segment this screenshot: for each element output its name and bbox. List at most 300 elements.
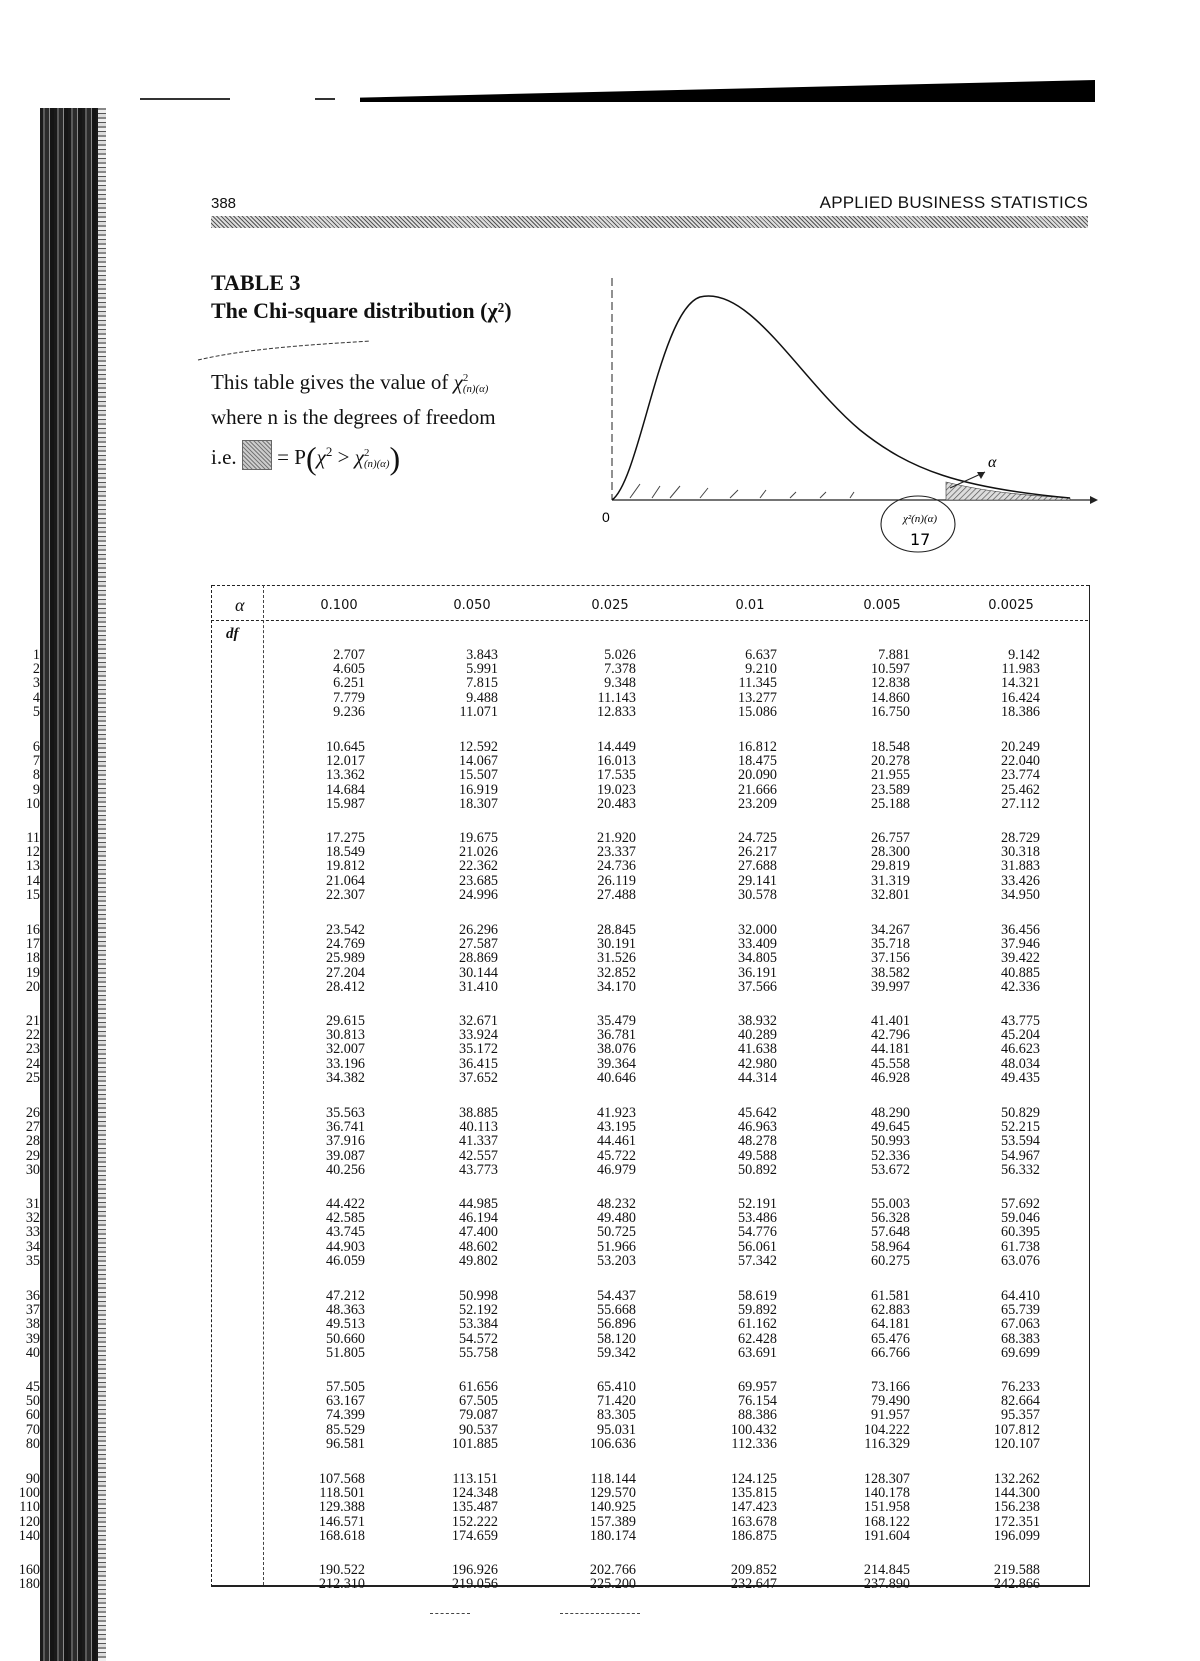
table-cell: 58.619 — [737, 1288, 777, 1304]
table-cell: 146.571 — [318, 1513, 365, 1530]
table-cell: 14.860 — [870, 689, 910, 706]
df-group — [0, 648, 40, 719]
value-group — [526, 648, 636, 719]
value-group — [526, 740, 636, 811]
scan-dash — [430, 1613, 470, 1615]
table-cell: 44.422 — [325, 1196, 365, 1212]
df-cell: 28 — [25, 1133, 40, 1150]
table-cell: 237.890 — [863, 1576, 910, 1593]
table-cell: 35.718 — [870, 936, 910, 953]
col-header: 0.050 — [453, 598, 491, 613]
df-cell: 180 — [18, 1576, 40, 1593]
value-group — [388, 1106, 498, 1177]
table-cell: 7.779 — [333, 689, 365, 706]
table-cell: 225.200 — [589, 1576, 636, 1593]
table-cell: 34.382 — [325, 1069, 365, 1086]
table-cell: 21.026 — [458, 844, 498, 861]
df-cell: 90 — [25, 1471, 40, 1487]
table-cell: 65.410 — [596, 1379, 636, 1395]
table-cell: 19.812 — [325, 858, 365, 875]
table-cell: 38.076 — [596, 1041, 636, 1058]
table-cell: 67.505 — [458, 1393, 498, 1410]
table-cell: 214.845 — [863, 1562, 910, 1578]
table-cell: 35.172 — [458, 1041, 498, 1058]
table-cell: 209.852 — [730, 1562, 777, 1578]
table-cell: 9.142 — [1008, 647, 1040, 663]
table-cell: 156.238 — [993, 1499, 1040, 1516]
table-cell: 53.203 — [596, 1252, 636, 1269]
table-cell: 128.307 — [863, 1471, 910, 1487]
df-cell: 17 — [25, 936, 40, 953]
table-cell: 23.774 — [1000, 767, 1040, 784]
value-group — [388, 740, 498, 811]
table-cell: 46.963 — [737, 1119, 777, 1136]
table-cell: 124.348 — [451, 1485, 498, 1502]
table-cell: 39.364 — [596, 1055, 636, 1072]
table-cell: 25.188 — [870, 795, 910, 812]
table-cell: 30.191 — [596, 936, 636, 953]
table-cell: 49.480 — [596, 1210, 636, 1227]
value-group — [667, 1106, 777, 1177]
table-cell: 202.766 — [589, 1562, 636, 1578]
table-cell: 48.290 — [870, 1105, 910, 1121]
table-cell: 16.424 — [1000, 689, 1040, 706]
table-cell: 43.775 — [1000, 1013, 1040, 1029]
df-cell: 30 — [25, 1161, 40, 1178]
df-group — [0, 1014, 40, 1085]
table-cell: 9.348 — [604, 675, 636, 692]
table-cell: 37.946 — [1000, 936, 1040, 953]
table-cell: 53.672 — [870, 1161, 910, 1178]
value-group — [800, 1289, 910, 1360]
value-group — [667, 831, 777, 902]
value-group — [930, 740, 1040, 811]
table-cell: 20.483 — [596, 795, 636, 812]
handwritten-note: 17 — [910, 530, 931, 549]
table-cell: 25.989 — [325, 950, 365, 967]
table-cell: 26.217 — [737, 844, 777, 861]
table-cell: 30.813 — [325, 1027, 365, 1044]
table-cell: 12.592 — [458, 739, 498, 755]
table-cell: 50.993 — [870, 1133, 910, 1150]
table-cell: 104.222 — [863, 1421, 910, 1438]
table-cell: 53.486 — [737, 1210, 777, 1227]
table-cell: 54.572 — [458, 1330, 498, 1347]
table-cell: 5.026 — [604, 647, 636, 663]
table-cell: 41.923 — [596, 1105, 636, 1121]
table-cell: 52.191 — [737, 1196, 777, 1212]
table-cell: 43.745 — [325, 1224, 365, 1241]
table-cell: 40.885 — [1000, 964, 1040, 981]
col-header: 0.005 — [863, 598, 901, 613]
table-cell: 57.692 — [1000, 1196, 1040, 1212]
table-cell: 196.099 — [993, 1527, 1040, 1544]
x-axis-arrowhead — [1090, 496, 1098, 504]
table-cell: 112.336 — [731, 1435, 777, 1452]
table-cell: 25.462 — [1000, 781, 1040, 798]
value-group — [800, 740, 910, 811]
table-cell: 100.432 — [730, 1421, 777, 1438]
value-group — [255, 1472, 365, 1543]
df-cell: 14 — [25, 872, 40, 889]
table-cell: 51.805 — [325, 1344, 365, 1361]
value-group — [255, 740, 365, 811]
table-cell: 28.300 — [870, 844, 910, 861]
scan-dash — [315, 98, 335, 100]
table-cell: 163.678 — [730, 1513, 777, 1530]
table-cell: 118.501 — [319, 1485, 365, 1502]
table-cell: 57.648 — [870, 1224, 910, 1241]
df-cell: 33 — [25, 1224, 40, 1241]
table-cell: 28.729 — [1000, 830, 1040, 846]
table-cell: 31.410 — [458, 978, 498, 995]
table-cell: 46.979 — [596, 1161, 636, 1178]
table-cell: 24.736 — [596, 858, 636, 875]
table-cell: 36.191 — [737, 964, 777, 981]
table-cell: 22.362 — [458, 858, 498, 875]
table-cell: 14.449 — [596, 739, 636, 755]
table-cell: 82.664 — [1000, 1393, 1040, 1410]
value-group — [526, 923, 636, 994]
table-cell: 9.210 — [745, 661, 777, 678]
table-cell: 59.046 — [1000, 1210, 1040, 1227]
table-cell: 172.351 — [993, 1513, 1040, 1530]
df-cell: 20 — [25, 978, 40, 995]
df-cell: 120 — [18, 1513, 40, 1530]
table-cell: 21.955 — [870, 767, 910, 784]
df-cell: 23 — [25, 1041, 40, 1058]
table-cell: 40.289 — [737, 1027, 777, 1044]
table-cell: 140.925 — [589, 1499, 636, 1516]
df-group — [0, 1197, 40, 1268]
table-cell: 28.869 — [458, 950, 498, 967]
table-cell: 59.342 — [596, 1344, 636, 1361]
table-cell: 60.275 — [870, 1252, 910, 1269]
table-cell: 30.578 — [737, 886, 777, 903]
table-cell: 36.415 — [458, 1055, 498, 1072]
table-cell: 12.017 — [325, 753, 365, 770]
table-cell: 49.802 — [458, 1252, 498, 1269]
df-cell: 36 — [25, 1288, 40, 1304]
value-group — [800, 1472, 910, 1543]
table-cell: 15.987 — [325, 795, 365, 812]
df-cell: 18 — [25, 950, 40, 967]
table-cell: 190.522 — [318, 1562, 365, 1578]
table-cell: 50.892 — [737, 1161, 777, 1178]
value-group — [930, 923, 1040, 994]
table-cell: 52.336 — [870, 1147, 910, 1164]
table-cell: 68.383 — [1000, 1330, 1040, 1347]
table-cell: 118.144 — [590, 1471, 636, 1487]
table-cell: 21.064 — [325, 872, 365, 889]
table-cell: 9.236 — [333, 703, 365, 720]
table-cell: 191.604 — [863, 1527, 910, 1544]
table-cell: 23.542 — [325, 922, 365, 938]
table-cell: 116.329 — [864, 1435, 910, 1452]
df-cell: 15 — [25, 886, 40, 903]
table-cell: 129.388 — [318, 1499, 365, 1516]
df-cell: 37 — [25, 1302, 40, 1319]
table-cell: 18.307 — [458, 795, 498, 812]
table-cell: 6.251 — [333, 675, 365, 692]
table-cell: 50.998 — [458, 1288, 498, 1304]
df-cell: 13 — [25, 858, 40, 875]
df-cell: 38 — [25, 1316, 40, 1333]
value-group — [800, 831, 910, 902]
df-cell: 50 — [25, 1393, 40, 1410]
table-cell: 151.958 — [863, 1499, 910, 1516]
col-header: 0.025 — [591, 598, 629, 613]
table-cell: 157.389 — [589, 1513, 636, 1530]
table-cell: 48.363 — [325, 1302, 365, 1319]
value-group — [255, 923, 365, 994]
table-cell: 219.056 — [451, 1576, 498, 1593]
table-cell: 63.167 — [325, 1393, 365, 1410]
df-group — [0, 831, 40, 902]
table-cell: 62.883 — [870, 1302, 910, 1319]
alpha-label: α — [988, 454, 997, 471]
book-binding-shadow — [40, 108, 104, 1661]
value-group — [667, 740, 777, 811]
table-cell: 71.420 — [596, 1393, 636, 1410]
table-cell: 135.487 — [451, 1499, 498, 1516]
table-cell: 64.410 — [1000, 1288, 1040, 1304]
value-group — [667, 1014, 777, 1085]
table-cell: 124.125 — [730, 1471, 777, 1487]
table-cell: 18.548 — [870, 739, 910, 755]
value-group — [255, 648, 365, 719]
value-group — [526, 1472, 636, 1543]
table-cell: 41.638 — [737, 1041, 777, 1058]
table-cell: 152.222 — [451, 1513, 498, 1530]
value-group — [388, 1380, 498, 1451]
scan-top-bar — [360, 80, 1095, 102]
df-group — [0, 1106, 40, 1177]
df-cell: 27 — [25, 1119, 40, 1136]
table-cell: 16.812 — [737, 739, 777, 755]
table-cell: 49.588 — [737, 1147, 777, 1164]
table-cell: 7.881 — [878, 647, 910, 663]
table-cell: 34.170 — [596, 978, 636, 995]
value-group — [930, 831, 1040, 902]
table-cell: 120.107 — [993, 1435, 1040, 1452]
table-cell: 101.885 — [451, 1435, 498, 1452]
value-group — [388, 831, 498, 902]
chi-symbol: χ — [453, 370, 463, 394]
df-cell: 32 — [25, 1210, 40, 1227]
table-cell: 42.980 — [737, 1055, 777, 1072]
value-group — [800, 1197, 910, 1268]
value-group — [526, 1106, 636, 1177]
table-cell: 42.585 — [325, 1210, 365, 1227]
table-cell: 14.067 — [458, 753, 498, 770]
table-cell: 36.741 — [325, 1119, 365, 1136]
df-group — [0, 1563, 40, 1591]
table-cell: 42.557 — [458, 1147, 498, 1164]
df-cell: 11 — [26, 830, 40, 846]
header-divider — [211, 620, 1088, 621]
scan-dash — [560, 1613, 640, 1615]
table-cell: 61.581 — [870, 1288, 910, 1304]
scan-dash — [140, 98, 230, 100]
value-group — [667, 1197, 777, 1268]
chi-square-density-figure — [600, 270, 1100, 570]
df-cell: 39 — [25, 1330, 40, 1347]
table-cell: 49.513 — [325, 1316, 365, 1333]
value-group — [667, 648, 777, 719]
table-cell: 33.426 — [1000, 872, 1040, 889]
table-cell: 85.529 — [325, 1421, 365, 1438]
table-cell: 48.278 — [737, 1133, 777, 1150]
table-cell: 46.928 — [870, 1069, 910, 1086]
table-cell: 26.757 — [870, 830, 910, 846]
table-cell: 32.671 — [458, 1013, 498, 1029]
table-cell: 22.040 — [1000, 753, 1040, 770]
table-cell: 15.086 — [737, 703, 777, 720]
table-cell: 28.845 — [596, 922, 636, 938]
table-cell: 40.256 — [325, 1161, 365, 1178]
page-edge-shadow — [98, 108, 106, 1661]
table-cell: 11.345 — [738, 675, 777, 692]
value-group — [667, 1563, 777, 1591]
table-cell: 135.815 — [730, 1485, 777, 1502]
df-cell: 12 — [25, 844, 40, 861]
table-cell: 168.122 — [863, 1513, 910, 1530]
df-cell: 5 — [32, 703, 40, 720]
value-group — [930, 1014, 1040, 1085]
table-cell: 69.699 — [1000, 1344, 1040, 1361]
table-cell: 132.262 — [993, 1471, 1040, 1487]
table-cell: 20.278 — [870, 753, 910, 770]
table-cell: 95.031 — [596, 1421, 636, 1438]
value-group — [526, 1014, 636, 1085]
table-cell: 41.401 — [870, 1013, 910, 1029]
density-curve — [612, 296, 1070, 500]
critical-value-label: χ²(n)(α) — [903, 513, 938, 525]
table-cell: 48.602 — [458, 1238, 498, 1255]
table-cell: 29.819 — [870, 858, 910, 875]
value-group — [930, 648, 1040, 719]
table-cell: 28.412 — [325, 978, 365, 995]
table-cell: 17.535 — [596, 767, 636, 784]
origin-label: 0 — [602, 509, 610, 525]
table-cell: 113.151 — [452, 1471, 498, 1487]
df-group — [0, 1472, 40, 1543]
page-number: 388 — [211, 195, 237, 212]
table-cell: 39.087 — [325, 1147, 365, 1164]
table-cell: 39.422 — [1000, 950, 1040, 967]
table-cell: 5.991 — [466, 661, 498, 678]
table-cell: 19.675 — [458, 830, 498, 846]
table-cell: 46.059 — [325, 1252, 365, 1269]
table-cell: 27.688 — [737, 858, 777, 875]
table-cell: 26.119 — [597, 872, 636, 889]
table-cell: 62.428 — [737, 1330, 777, 1347]
table-cell: 63.076 — [1000, 1252, 1040, 1269]
table-cell: 144.300 — [993, 1485, 1040, 1502]
table-cell: 30.144 — [458, 964, 498, 981]
value-group — [667, 1472, 777, 1543]
table-cell: 61.656 — [458, 1379, 498, 1395]
df-group — [0, 740, 40, 811]
description-line-1: This table gives the value of χ 2 (n)(α) — [211, 370, 489, 396]
table-cell: 45.558 — [870, 1055, 910, 1072]
value-group — [930, 1197, 1040, 1268]
df-cell: 100 — [18, 1485, 40, 1502]
table-cell: 196.926 — [451, 1562, 498, 1578]
table-cell: 27.112 — [1001, 795, 1040, 812]
df-cell: 34 — [25, 1238, 40, 1255]
table-cell: 14.321 — [1000, 675, 1040, 692]
value-group — [930, 1563, 1040, 1591]
running-head: APPLIED BUSINESS STATISTICS — [819, 193, 1088, 212]
table-cell: 74.399 — [325, 1407, 365, 1424]
table-cell: 27.587 — [458, 936, 498, 953]
table-cell: 55.003 — [870, 1196, 910, 1212]
table-cell: 52.192 — [458, 1302, 498, 1319]
df-cell: 21 — [25, 1013, 40, 1029]
df-cell: 25 — [25, 1069, 40, 1086]
table-cell: 23.589 — [870, 781, 910, 798]
table-cell: 16.919 — [458, 781, 498, 798]
table-cell: 57.505 — [325, 1379, 365, 1395]
df-cell: 45 — [25, 1379, 40, 1395]
table-cell: 47.212 — [325, 1288, 365, 1304]
df-cell: 16 — [25, 922, 40, 938]
table-cell: 61.738 — [1000, 1238, 1040, 1255]
table-cell: 21.666 — [737, 781, 777, 798]
alpha-header: α — [235, 595, 245, 615]
table-cell: 58.120 — [596, 1330, 636, 1347]
col-header: 0.0025 — [988, 598, 1034, 613]
value-group — [800, 1563, 910, 1591]
table-cell: 12.833 — [596, 703, 636, 720]
table-cell: 33.924 — [458, 1027, 498, 1044]
df-cell: 9 — [32, 781, 40, 798]
table-cell: 46.623 — [1000, 1041, 1040, 1058]
table-cell: 54.437 — [596, 1288, 636, 1304]
shaded-area-swatch — [242, 440, 272, 470]
table-cell: 18.549 — [325, 844, 365, 861]
df-cell: 140 — [18, 1527, 40, 1544]
table-cell: 56.896 — [596, 1316, 636, 1333]
table-cell: 63.691 — [737, 1344, 777, 1361]
df-cell: 40 — [25, 1344, 40, 1361]
table-cell: 50.829 — [1000, 1105, 1040, 1121]
value-group — [667, 923, 777, 994]
table-cell: 30.318 — [1000, 844, 1040, 861]
table-cell: 66.766 — [870, 1344, 910, 1361]
table-cell: 69.957 — [737, 1379, 777, 1395]
df-cell: 24 — [25, 1055, 40, 1072]
table-cell: 55.668 — [596, 1302, 636, 1319]
table-cell: 50.660 — [325, 1330, 365, 1347]
df-cell: 26 — [25, 1105, 40, 1121]
table-cell: 24.725 — [737, 830, 777, 846]
value-group — [388, 1197, 498, 1268]
table-cell: 19.023 — [596, 781, 636, 798]
df-cell: 70 — [25, 1421, 40, 1438]
df-group — [0, 1289, 40, 1360]
table-cell: 38.932 — [737, 1013, 777, 1029]
table-cell: 168.618 — [318, 1527, 365, 1544]
table-cell: 91.957 — [870, 1407, 910, 1424]
table-cell: 4.605 — [333, 661, 365, 678]
df-cell: 22 — [25, 1027, 40, 1044]
df-cell: 80 — [25, 1435, 40, 1452]
table-cell: 53.384 — [458, 1316, 498, 1333]
table-cell: 32.852 — [596, 964, 636, 981]
